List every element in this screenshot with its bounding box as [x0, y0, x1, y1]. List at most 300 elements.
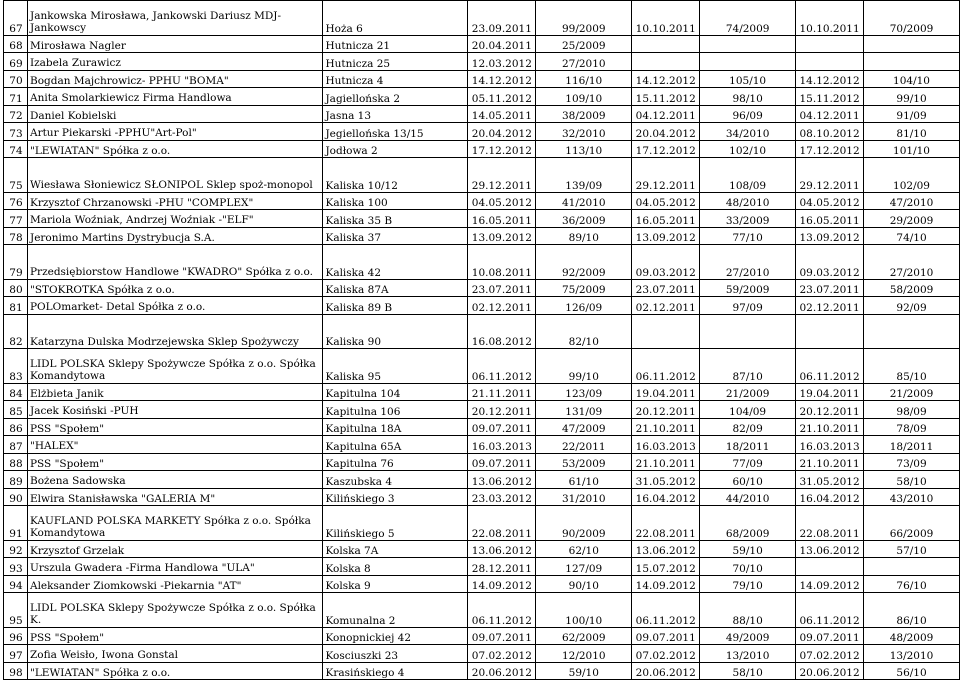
table-row	[4, 192, 960, 210]
date-2: 15.11.2012	[632, 88, 700, 106]
row-number: 96	[4, 627, 28, 645]
number-1: 126/09	[536, 297, 632, 315]
number-2: 60/10	[700, 471, 796, 489]
date-3: 22.08.2011	[796, 506, 864, 541]
date-1: 02.12.2011	[468, 297, 536, 315]
number-3: 13/2010	[864, 645, 960, 663]
date-2	[632, 314, 700, 349]
row-number: 71	[4, 88, 28, 106]
row-number: 80	[4, 279, 28, 297]
number-1: 38/2009	[536, 105, 632, 123]
number-2: 49/2009	[700, 627, 796, 645]
licence-table	[3, 0, 960, 680]
number-2	[700, 314, 796, 349]
address: Kolska 9	[323, 575, 468, 593]
business-name: "LEWIATAN" Spółka z o.o.	[27, 662, 322, 680]
row-number: 85	[4, 401, 28, 419]
number-3: 92/09	[864, 297, 960, 315]
number-3: 85/10	[864, 349, 960, 384]
address: Kilińskiego 3	[323, 488, 468, 506]
business-name: Bogdan Majchrowicz- PPHU "BOMA"	[27, 70, 322, 88]
number-1: 47/2009	[536, 418, 632, 436]
business-name: Elżbieta Janik	[27, 383, 322, 401]
date-2: 21.10.2011	[632, 453, 700, 471]
number-2: 88/10	[700, 593, 796, 628]
row-number: 68	[4, 35, 28, 53]
date-1: 13.06.2012	[468, 471, 536, 489]
number-2: 82/09	[700, 418, 796, 436]
row-number: 92	[4, 540, 28, 558]
number-3: 102/09	[864, 158, 960, 193]
business-name: POLOmarket- Detal Spółka z o.o.	[27, 297, 322, 315]
date-3: 07.02.2012	[796, 645, 864, 663]
business-name: "STOKROTKA Spółka z o.o.	[27, 279, 322, 297]
number-3: 29/2009	[864, 210, 960, 228]
table-row	[4, 436, 960, 454]
table-row	[4, 314, 960, 349]
date-3: 15.11.2012	[796, 88, 864, 106]
number-2: 98/10	[700, 88, 796, 106]
date-2: 16.05.2011	[632, 210, 700, 228]
number-2: 105/10	[700, 70, 796, 88]
date-1: 23.07.2011	[468, 279, 536, 297]
row-number: 75	[4, 158, 28, 193]
table-row	[4, 349, 960, 384]
row-number: 97	[4, 645, 28, 663]
row-number: 93	[4, 558, 28, 576]
number-1: 62/2009	[536, 627, 632, 645]
date-2: 22.08.2011	[632, 506, 700, 541]
number-3: 91/09	[864, 105, 960, 123]
row-number: 98	[4, 662, 28, 680]
table-row	[4, 662, 960, 680]
table-row	[4, 575, 960, 593]
number-1: 75/2009	[536, 279, 632, 297]
date-1: 06.11.2012	[468, 349, 536, 384]
date-3: 29.12.2011	[796, 158, 864, 193]
row-number: 73	[4, 123, 28, 141]
row-number: 74	[4, 140, 28, 158]
table-row	[4, 53, 960, 71]
date-1: 05.11.2012	[468, 88, 536, 106]
business-name: Krzysztof Grzelak	[27, 540, 322, 558]
number-2: 97/09	[700, 297, 796, 315]
date-1: 14.12.2012	[468, 70, 536, 88]
number-1: 92/2009	[536, 245, 632, 280]
number-1: 90/2009	[536, 506, 632, 541]
business-name: Urszula Gwadera -Firma Handlowa "ULA"	[27, 558, 322, 576]
number-1: 99/10	[536, 349, 632, 384]
date-3: 09.03.2012	[796, 245, 864, 280]
address: Jegiellońska 13/15	[323, 123, 468, 141]
number-3: 101/10	[864, 140, 960, 158]
address: Kaliska 89 B	[323, 297, 468, 315]
number-2: 34/2010	[700, 123, 796, 141]
number-2: 48/2010	[700, 192, 796, 210]
address: Kapitulna 106	[323, 401, 468, 419]
table-row	[4, 540, 960, 558]
business-name: Krzysztof Chrzanowski -PHU "COMPLEX"	[27, 192, 322, 210]
number-2	[700, 35, 796, 53]
number-3: 58/2009	[864, 279, 960, 297]
row-number: 79	[4, 245, 28, 280]
row-number: 82	[4, 314, 28, 349]
address: Kolska 8	[323, 558, 468, 576]
date-2: 16.04.2012	[632, 488, 700, 506]
date-2: 29.12.2011	[632, 158, 700, 193]
date-3: 10.10.2011	[796, 1, 864, 36]
date-3: 14.09.2012	[796, 575, 864, 593]
business-name: Zofia Weisło, Iwona Gonstal	[27, 645, 322, 663]
number-1: 27/2010	[536, 53, 632, 71]
number-2: 44/2010	[700, 488, 796, 506]
number-1: 25/2009	[536, 35, 632, 53]
number-3: 57/10	[864, 540, 960, 558]
date-3: 09.07.2011	[796, 627, 864, 645]
date-1: 17.12.2012	[468, 140, 536, 158]
table-row	[4, 383, 960, 401]
table-row	[4, 140, 960, 158]
table-row	[4, 227, 960, 245]
date-2	[632, 35, 700, 53]
number-2: 79/10	[700, 575, 796, 593]
address: Kapitulna 18A	[323, 418, 468, 436]
business-name: LIDL POLSKA Sklepy Spożywcze Spółka z o.o. Spółka K.	[27, 593, 322, 628]
row-number: 86	[4, 418, 28, 436]
row-number: 77	[4, 210, 28, 228]
date-1: 20.04.2011	[468, 35, 536, 53]
table-row	[4, 401, 960, 419]
date-3	[796, 314, 864, 349]
address: Kaszubska 4	[323, 471, 468, 489]
date-2: 15.07.2012	[632, 558, 700, 576]
date-3: 08.10.2012	[796, 123, 864, 141]
number-3: 43/2010	[864, 488, 960, 506]
address: Kaliska 37	[323, 227, 468, 245]
number-1: 131/09	[536, 401, 632, 419]
number-2	[700, 53, 796, 71]
date-2: 07.02.2012	[632, 645, 700, 663]
date-1: 10.08.2011	[468, 245, 536, 280]
address: Kaliska 95	[323, 349, 468, 384]
number-1: 90/10	[536, 575, 632, 593]
number-1: 22/2011	[536, 436, 632, 454]
number-3	[864, 314, 960, 349]
table-row	[4, 1, 960, 36]
date-3: 16.05.2011	[796, 210, 864, 228]
row-number: 88	[4, 453, 28, 471]
number-3	[864, 53, 960, 71]
date-1: 04.05.2012	[468, 192, 536, 210]
address: Hutnicza 21	[323, 35, 468, 53]
number-1: 139/09	[536, 158, 632, 193]
address: Konopnickiej 42	[323, 627, 468, 645]
date-3: 16.04.2012	[796, 488, 864, 506]
date-2: 23.07.2011	[632, 279, 700, 297]
number-1: 12/2010	[536, 645, 632, 663]
table-row	[4, 488, 960, 506]
date-3: 13.09.2012	[796, 227, 864, 245]
number-3: 48/2009	[864, 627, 960, 645]
date-3	[796, 35, 864, 53]
number-2: 96/09	[700, 105, 796, 123]
date-3: 06.11.2012	[796, 349, 864, 384]
table-row	[4, 645, 960, 663]
number-3: 58/10	[864, 471, 960, 489]
licence-table-container	[3, 0, 960, 680]
row-number: 84	[4, 383, 28, 401]
number-3: 73/09	[864, 453, 960, 471]
number-1: 53/2009	[536, 453, 632, 471]
number-3: 66/2009	[864, 506, 960, 541]
date-1: 12.03.2012	[468, 53, 536, 71]
date-2: 16.03.2013	[632, 436, 700, 454]
date-2: 06.11.2012	[632, 349, 700, 384]
date-1: 20.04.2012	[468, 123, 536, 141]
date-1: 23.03.2012	[468, 488, 536, 506]
table-row	[4, 123, 960, 141]
row-number: 67	[4, 1, 28, 36]
address: Kaliska 87A	[323, 279, 468, 297]
table-row	[4, 245, 960, 280]
number-1: 113/10	[536, 140, 632, 158]
business-name: Mirosława Nagler	[27, 35, 322, 53]
number-1: 59/10	[536, 662, 632, 680]
row-number: 87	[4, 436, 28, 454]
row-number: 83	[4, 349, 28, 384]
date-3: 19.04.2011	[796, 383, 864, 401]
date-1: 28.12.2011	[468, 558, 536, 576]
number-1: 62/10	[536, 540, 632, 558]
address: Kapitulna 76	[323, 453, 468, 471]
business-name: Daniel Kobielski	[27, 105, 322, 123]
date-3: 16.03.2013	[796, 436, 864, 454]
date-1: 23.09.2011	[468, 1, 536, 36]
table-row	[4, 105, 960, 123]
business-name: "LEWIATAN" Spółka z o.o.	[27, 140, 322, 158]
number-2: 27/2010	[700, 245, 796, 280]
number-3: 99/10	[864, 88, 960, 106]
date-1: 13.09.2012	[468, 227, 536, 245]
table-row	[4, 70, 960, 88]
date-3: 20.06.2012	[796, 662, 864, 680]
table-row	[4, 471, 960, 489]
row-number: 94	[4, 575, 28, 593]
number-2: 74/2009	[700, 1, 796, 36]
number-2: 68/2009	[700, 506, 796, 541]
address: Kilińskiego 5	[323, 506, 468, 541]
table-row	[4, 35, 960, 53]
date-3: 23.07.2011	[796, 279, 864, 297]
date-3: 04.12.2011	[796, 105, 864, 123]
address: Kaliska 35 B	[323, 210, 468, 228]
number-3: 18/2011	[864, 436, 960, 454]
row-number: 70	[4, 70, 28, 88]
number-3: 21/2009	[864, 383, 960, 401]
date-3: 06.11.2012	[796, 593, 864, 628]
number-2: 59/10	[700, 540, 796, 558]
date-1: 09.07.2011	[468, 627, 536, 645]
table-row	[4, 558, 960, 576]
date-2: 09.07.2011	[632, 627, 700, 645]
number-1: 36/2009	[536, 210, 632, 228]
date-1: 09.07.2011	[468, 418, 536, 436]
date-2: 02.12.2011	[632, 297, 700, 315]
table-row	[4, 210, 960, 228]
address: Kapitulna 104	[323, 383, 468, 401]
date-2: 14.12.2012	[632, 70, 700, 88]
number-3: 104/10	[864, 70, 960, 88]
number-3: 74/10	[864, 227, 960, 245]
date-2: 13.09.2012	[632, 227, 700, 245]
number-3: 76/10	[864, 575, 960, 593]
number-2: 77/09	[700, 453, 796, 471]
date-1: 21.11.2011	[468, 383, 536, 401]
date-2: 13.06.2012	[632, 540, 700, 558]
number-2: 77/10	[700, 227, 796, 245]
row-number: 78	[4, 227, 28, 245]
date-2: 06.11.2012	[632, 593, 700, 628]
business-name: LIDL POLSKA Sklepy Spożywcze Spółka z o.o. Spółka Komandytowa	[27, 349, 322, 384]
business-name: KAUFLAND POLSKA MARKETY Spółka z o.o. Spółka Komandytowa	[27, 506, 322, 541]
date-2: 17.12.2012	[632, 140, 700, 158]
table-row	[4, 158, 960, 193]
business-name: PSS "Społem"	[27, 418, 322, 436]
number-3: 98/09	[864, 401, 960, 419]
number-3: 47/2010	[864, 192, 960, 210]
number-2: 33/2009	[700, 210, 796, 228]
business-name: Jacek Kosiński -PUH	[27, 401, 322, 419]
number-2: 108/09	[700, 158, 796, 193]
number-2: 104/09	[700, 401, 796, 419]
date-3: 02.12.2011	[796, 297, 864, 315]
date-2: 09.03.2012	[632, 245, 700, 280]
address: Komunalna 2	[323, 593, 468, 628]
date-2: 19.04.2011	[632, 383, 700, 401]
business-name: Jeronimo Martins Dystrybucja S.A.	[27, 227, 322, 245]
business-name: "HALEX"	[27, 436, 322, 454]
row-number: 91	[4, 506, 28, 541]
number-3: 70/2009	[864, 1, 960, 36]
date-3	[796, 53, 864, 71]
number-3: 78/09	[864, 418, 960, 436]
date-1: 09.07.2011	[468, 453, 536, 471]
date-1: 14.05.2011	[468, 105, 536, 123]
row-number: 95	[4, 593, 28, 628]
number-2: 59/2009	[700, 279, 796, 297]
row-number: 89	[4, 471, 28, 489]
address: Kosciuszki 23	[323, 645, 468, 663]
table-body	[4, 1, 960, 680]
address: Jasna 13	[323, 105, 468, 123]
business-name: Wiesława Słoniewicz SŁONIPOL Sklep spoż-monopol	[27, 158, 322, 193]
number-1: 32/2010	[536, 123, 632, 141]
business-name: Aleksander Ziomkowski -Piekarnia "AT"	[27, 575, 322, 593]
date-1: 20.06.2012	[468, 662, 536, 680]
number-1: 109/10	[536, 88, 632, 106]
number-3: 86/10	[864, 593, 960, 628]
number-1: 116/10	[536, 70, 632, 88]
date-2: 04.05.2012	[632, 192, 700, 210]
business-name: Elwira Stanisławska "GALERIA M"	[27, 488, 322, 506]
business-name: PSS "Społem"	[27, 627, 322, 645]
date-2: 20.06.2012	[632, 662, 700, 680]
address: Jagiellońska 2	[323, 88, 468, 106]
row-number: 69	[4, 53, 28, 71]
address: Kolska 7A	[323, 540, 468, 558]
date-1: 20.12.2011	[468, 401, 536, 419]
date-3: 04.05.2012	[796, 192, 864, 210]
number-1: 89/10	[536, 227, 632, 245]
address: Kapitulna 65A	[323, 436, 468, 454]
table-row	[4, 279, 960, 297]
number-2: 87/10	[700, 349, 796, 384]
date-1: 07.02.2012	[468, 645, 536, 663]
row-number: 72	[4, 105, 28, 123]
table-row	[4, 88, 960, 106]
business-name: Jankowska Mirosława, Jankowski Dariusz MDJ-Jankowscy	[27, 1, 322, 36]
date-1: 16.08.2012	[468, 314, 536, 349]
number-1: 82/10	[536, 314, 632, 349]
number-2: 21/2009	[700, 383, 796, 401]
date-1: 22.08.2011	[468, 506, 536, 541]
table-row	[4, 593, 960, 628]
date-3: 13.06.2012	[796, 540, 864, 558]
date-2: 20.04.2012	[632, 123, 700, 141]
table-row	[4, 453, 960, 471]
business-name: Bożena Sadowska	[27, 471, 322, 489]
address: Kaliska 100	[323, 192, 468, 210]
date-2: 31.05.2012	[632, 471, 700, 489]
row-number: 90	[4, 488, 28, 506]
address: Hutnicza 4	[323, 70, 468, 88]
number-2: 13/2010	[700, 645, 796, 663]
business-name: Przedsiębiorstow Handlowe "KWADRO" Spółka z o.o.	[27, 245, 322, 280]
date-3: 20.12.2011	[796, 401, 864, 419]
table-row	[4, 297, 960, 315]
date-1: 29.12.2011	[468, 158, 536, 193]
table-row	[4, 506, 960, 541]
address: Krasińskiego 4	[323, 662, 468, 680]
table-row	[4, 418, 960, 436]
number-3	[864, 558, 960, 576]
number-1: 31/2010	[536, 488, 632, 506]
date-2: 14.09.2012	[632, 575, 700, 593]
address: Hoża 6	[323, 1, 468, 36]
address: Kaliska 10/12	[323, 158, 468, 193]
row-number: 81	[4, 297, 28, 315]
date-1: 14.09.2012	[468, 575, 536, 593]
address: Hutnicza 25	[323, 53, 468, 71]
date-2: 20.12.2011	[632, 401, 700, 419]
date-1: 16.03.2013	[468, 436, 536, 454]
number-1: 100/10	[536, 593, 632, 628]
business-name: Katarzyna Dulska Modrzejewska Sklep Spożywczy	[27, 314, 322, 349]
date-3: 21.10.2011	[796, 453, 864, 471]
date-3	[796, 558, 864, 576]
number-3: 56/10	[864, 662, 960, 680]
date-1: 13.06.2012	[468, 540, 536, 558]
number-1: 99/2009	[536, 1, 632, 36]
number-2: 18/2011	[700, 436, 796, 454]
date-1: 06.11.2012	[468, 593, 536, 628]
date-2: 04.12.2011	[632, 105, 700, 123]
address: Kaliska 42	[323, 245, 468, 280]
row-number: 76	[4, 192, 28, 210]
business-name: Anita Smolarkiewicz Firma Handlowa	[27, 88, 322, 106]
address: Kaliska 90	[323, 314, 468, 349]
date-3: 31.05.2012	[796, 471, 864, 489]
